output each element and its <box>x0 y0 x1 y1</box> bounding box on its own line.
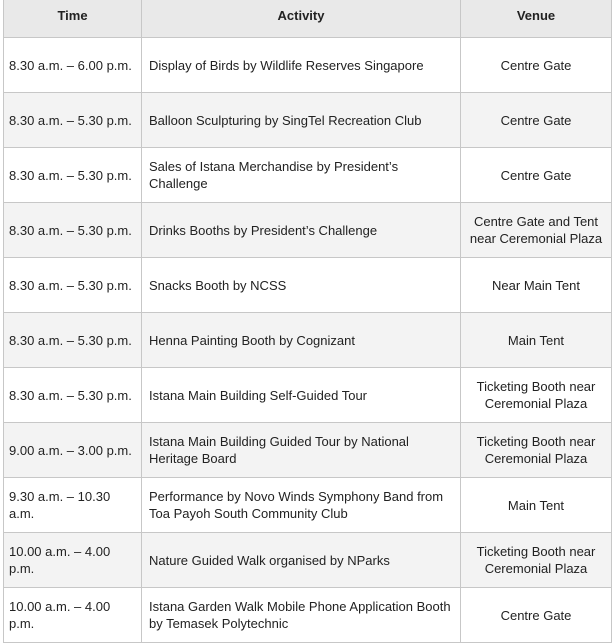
cell-venue: Ticketing Booth near Ceremonial Plaza <box>461 533 612 588</box>
table-row <box>4 38 612 93</box>
table-row <box>4 258 612 313</box>
cell-venue: Main Tent <box>461 313 612 368</box>
cell-time: 10.00 a.m. – 4.00 p.m. <box>4 533 142 588</box>
cell-activity: Nature Guided Walk organised by NParks <box>142 533 461 588</box>
cell-time: 9.00 a.m. – 3.00 p.m. <box>4 423 142 478</box>
cell-time: 10.00 a.m. – 4.00 p.m. <box>4 588 142 643</box>
cell-time: 8.30 a.m. – 5.30 p.m. <box>4 368 142 423</box>
cell-time: 9.30 a.m. – 10.30 a.m. <box>4 478 142 533</box>
table-row <box>4 588 612 643</box>
cell-activity: Balloon Sculpturing by SingTel Recreation Club <box>142 93 461 148</box>
table-row <box>4 148 612 203</box>
cell-venue: Centre Gate <box>461 93 612 148</box>
cell-time: 8.30 a.m. – 5.30 p.m. <box>4 203 142 258</box>
cell-time: 8.30 a.m. – 5.30 p.m. <box>4 258 142 313</box>
cell-activity: Istana Garden Walk Mobile Phone Application Booth by Temasek Polytechnic <box>142 588 461 643</box>
header-row <box>4 0 612 38</box>
cell-activity: Display of Birds by Wildlife Reserves Singapore <box>142 38 461 93</box>
cell-venue: Centre Gate <box>461 38 612 93</box>
table-row <box>4 203 612 258</box>
cell-venue: Centre Gate <box>461 148 612 203</box>
header-venue: Venue <box>461 0 612 38</box>
cell-activity: Drinks Booths by President’s Challenge <box>142 203 461 258</box>
cell-venue: Near Main Tent <box>461 258 612 313</box>
cell-activity: Sales of Istana Merchandise by President’s Challenge <box>142 148 461 203</box>
cell-activity: Henna Painting Booth by Cognizant <box>142 313 461 368</box>
cell-time: 8.30 a.m. – 5.30 p.m. <box>4 93 142 148</box>
header-activity: Activity <box>142 0 461 38</box>
cell-time: 8.30 a.m. – 5.30 p.m. <box>4 313 142 368</box>
cell-time: 8.30 a.m. – 5.30 p.m. <box>4 148 142 203</box>
table-row <box>4 93 612 148</box>
cell-activity: Istana Main Building Guided Tour by National Heritage Board <box>142 423 461 478</box>
cell-time: 8.30 a.m. – 6.00 p.m. <box>4 38 142 93</box>
cell-activity: Performance by Novo Winds Symphony Band from Toa Payoh South Community Club <box>142 478 461 533</box>
table-row <box>4 313 612 368</box>
table-body <box>4 38 612 643</box>
cell-venue: Ticketing Booth near Ceremonial Plaza <box>461 368 612 423</box>
cell-activity: Snacks Booth by NCSS <box>142 258 461 313</box>
table-header <box>4 0 612 38</box>
schedule-table <box>3 0 612 643</box>
cell-venue: Centre Gate and Tent near Ceremonial Plaza <box>461 203 612 258</box>
table-row <box>4 478 612 533</box>
cell-venue: Main Tent <box>461 478 612 533</box>
header-time: Time <box>4 0 142 38</box>
table-row <box>4 368 612 423</box>
cell-venue: Ticketing Booth near Ceremonial Plaza <box>461 423 612 478</box>
cell-activity: Istana Main Building Self-Guided Tour <box>142 368 461 423</box>
table-row <box>4 533 612 588</box>
cell-venue: Centre Gate <box>461 588 612 643</box>
table-row <box>4 423 612 478</box>
